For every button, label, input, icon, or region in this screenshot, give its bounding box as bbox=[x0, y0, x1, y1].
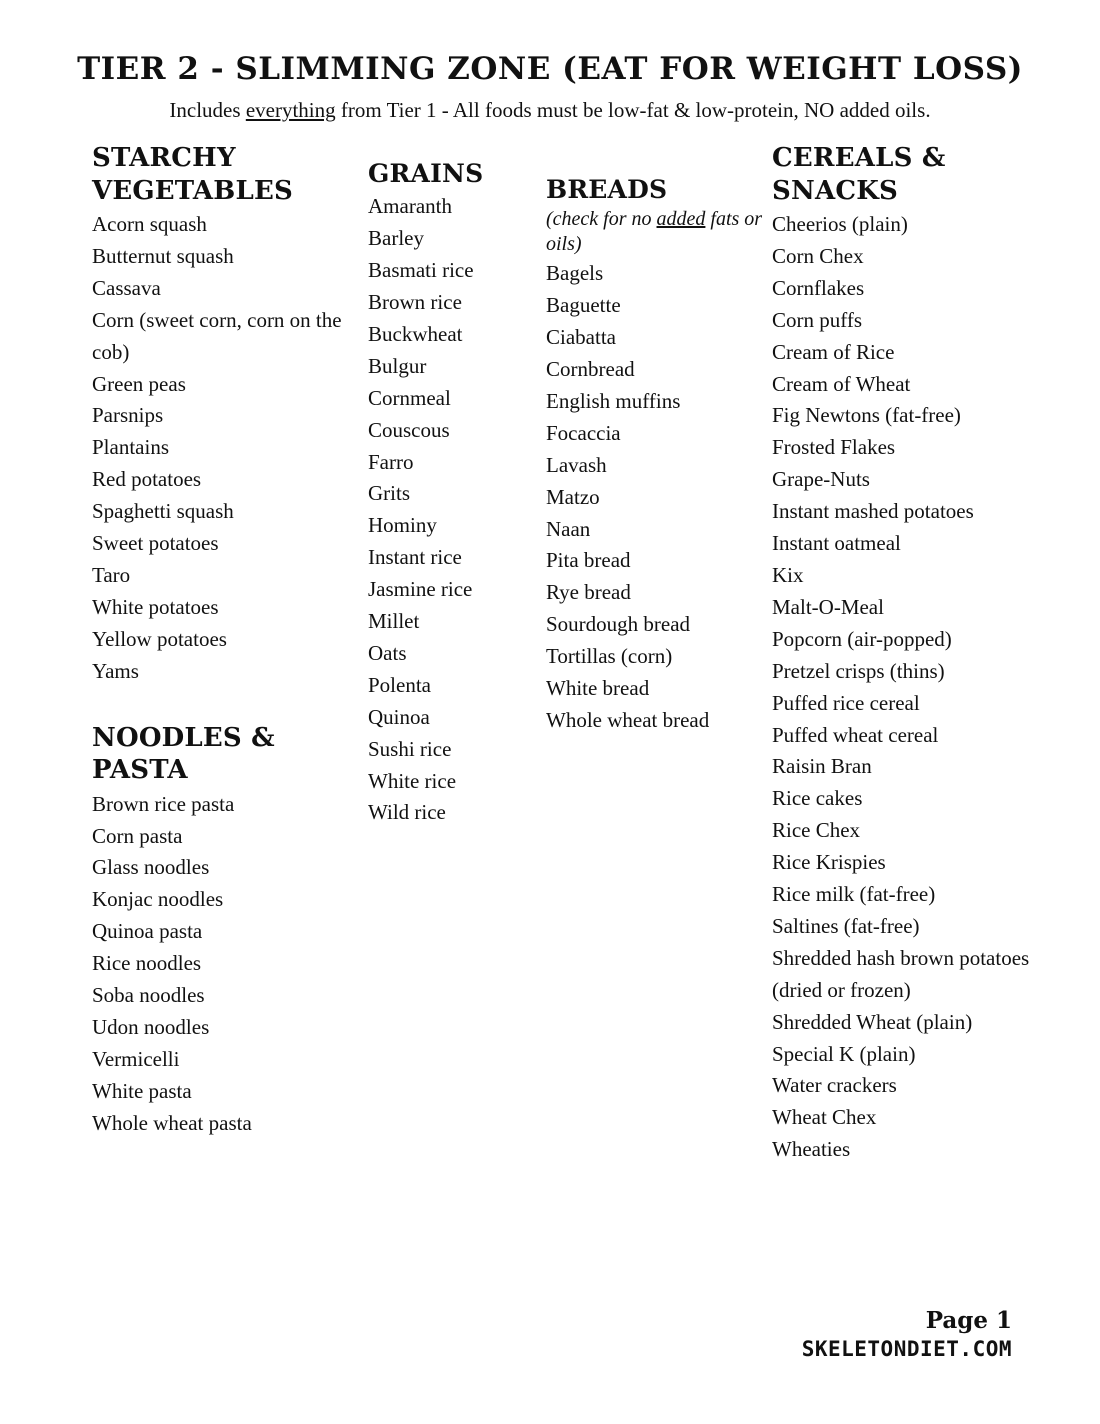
section-breads bbox=[546, 174, 772, 737]
list-item: Malt-O-Meal bbox=[772, 594, 884, 619]
list-item: Grits bbox=[368, 481, 410, 506]
list-item: Farro bbox=[368, 449, 414, 474]
list-item: Glass noodles bbox=[92, 855, 210, 880]
list-item: Corn Chex bbox=[772, 243, 864, 268]
list-item: Wild rice bbox=[368, 800, 446, 825]
list-item: Rice cakes bbox=[772, 786, 863, 811]
list-item: Oats bbox=[368, 640, 407, 665]
section-heading-noodles-pasta: NOODLES & PASTA bbox=[92, 722, 275, 786]
list-item: White rice bbox=[368, 768, 457, 793]
list-item: White pasta bbox=[92, 1078, 192, 1103]
list-item: Focaccia bbox=[546, 420, 621, 445]
list-item: Yellow potatoes bbox=[92, 626, 227, 651]
list-item: Wheat Chex bbox=[772, 1105, 877, 1130]
breads-note-after: fats or oils) bbox=[546, 208, 763, 256]
list-item: Buckwheat bbox=[368, 321, 463, 346]
list-item: Instant mashed potatoes bbox=[772, 499, 974, 524]
list-item: Frosted Flakes bbox=[772, 435, 896, 460]
list-item: Quinoa pasta bbox=[92, 919, 203, 944]
list-item: Vermicelli bbox=[92, 1046, 180, 1071]
list-item: Fig Newtons (fat-free) bbox=[772, 403, 961, 428]
list-item: Naan bbox=[546, 516, 591, 541]
column-four bbox=[772, 142, 1058, 1166]
list-item: Corn pasta bbox=[92, 823, 183, 848]
list-item: Ciabatta bbox=[546, 325, 616, 350]
list-item: Matzo bbox=[546, 484, 600, 509]
list-starchy-vegetables bbox=[92, 209, 370, 688]
list-item: Sweet potatoes bbox=[92, 531, 219, 556]
list-item: Plantains bbox=[92, 435, 169, 460]
list-item: Cornmeal bbox=[368, 385, 451, 410]
list-item: English muffins bbox=[546, 388, 681, 413]
list-item: Cornflakes bbox=[772, 275, 865, 300]
column-two bbox=[368, 142, 550, 829]
list-item: Bulgur bbox=[368, 353, 427, 378]
list-item: Rye bread bbox=[546, 580, 631, 605]
list-item: Wheaties bbox=[772, 1137, 851, 1162]
list-item: Raisin Bran bbox=[772, 754, 872, 779]
list-item: Cream of Wheat bbox=[772, 371, 911, 396]
list-item: Whole wheat pasta bbox=[92, 1110, 252, 1135]
section-grains bbox=[368, 158, 550, 829]
page-number: Page 1 bbox=[925, 1307, 1012, 1335]
list-item: Hominy bbox=[368, 513, 437, 538]
list-item: Corn (sweet corn, corn on the cob) bbox=[92, 307, 342, 364]
list-item: Lavash bbox=[546, 452, 607, 477]
list-item: Water crackers bbox=[772, 1073, 897, 1098]
subtitle-emphasis: everything bbox=[245, 98, 336, 123]
list-item: White potatoes bbox=[92, 594, 219, 619]
list-item: Tortillas (corn) bbox=[546, 644, 673, 669]
list-item: Instant rice bbox=[368, 545, 462, 570]
section-spacer bbox=[92, 688, 370, 722]
list-item: Cornbread bbox=[546, 356, 635, 381]
list-grains bbox=[368, 191, 550, 829]
subtitle-text-after: from Tier 1 - All foods must be low-fat & low-protein, NO added oils. bbox=[335, 98, 931, 123]
section-cereals-snacks bbox=[772, 142, 1058, 1166]
list-item: Bagels bbox=[546, 261, 604, 286]
list-item: Popcorn (air-popped) bbox=[772, 626, 952, 651]
list-item: Corn puffs bbox=[772, 307, 863, 332]
list-item: Barley bbox=[368, 226, 424, 251]
list-item: Puffed wheat cereal bbox=[772, 722, 939, 747]
list-item: Puffed rice cereal bbox=[772, 690, 920, 715]
list-noodles-pasta bbox=[92, 789, 370, 1140]
list-item: Konjac noodles bbox=[92, 887, 224, 912]
list-item: Instant oatmeal bbox=[772, 531, 901, 556]
page-title: TIER 2 - SLIMMING ZONE (EAT FOR WEIGHT LOSS) bbox=[77, 51, 1023, 87]
list-item: Quinoa bbox=[368, 704, 430, 729]
section-heading-cereals-snacks: CEREALS & SNACKS bbox=[772, 143, 946, 206]
list-item: Shredded hash brown potatoes (dried or frozen) bbox=[772, 945, 1030, 1002]
page-footer bbox=[802, 1307, 1012, 1362]
list-item: Brown rice pasta bbox=[92, 791, 235, 816]
list-item: Red potatoes bbox=[92, 467, 202, 492]
list-item: Saltines (fat-free) bbox=[772, 913, 920, 938]
list-item: Shredded Wheat (plain) bbox=[772, 1009, 973, 1034]
list-item: Rice Chex bbox=[772, 818, 861, 843]
section-heading-grains: GRAINS bbox=[368, 159, 484, 188]
column-one bbox=[92, 142, 370, 1140]
page-subtitle bbox=[60, 98, 1040, 123]
list-item: Yams bbox=[92, 658, 139, 683]
list-item: Soba noodles bbox=[92, 983, 205, 1008]
list-item: White bread bbox=[546, 676, 650, 701]
section-heading-starchy-vegetables: STARCHY VEGETABLES bbox=[92, 143, 293, 206]
list-item: Jasmine rice bbox=[368, 577, 473, 602]
list-item: Baguette bbox=[546, 293, 621, 318]
list-item: Rice milk (fat-free) bbox=[772, 882, 936, 907]
breads-note-emphasis: added bbox=[656, 208, 706, 231]
breads-note bbox=[546, 207, 772, 257]
column-three bbox=[546, 142, 772, 737]
list-item: Basmati rice bbox=[368, 258, 474, 283]
section-noodles-pasta bbox=[92, 722, 370, 1140]
list-item: Green peas bbox=[92, 371, 186, 396]
list-item: Cheerios (plain) bbox=[772, 212, 908, 236]
list-item: Cassava bbox=[92, 275, 161, 300]
list-item: Taro bbox=[92, 562, 131, 587]
list-item: Sushi rice bbox=[368, 736, 452, 761]
list-item: Pita bread bbox=[546, 548, 631, 573]
list-item: Polenta bbox=[368, 672, 431, 697]
list-item: Acorn squash bbox=[92, 212, 207, 236]
list-item: Butternut squash bbox=[92, 243, 234, 268]
list-item: Special K (plain) bbox=[772, 1041, 916, 1066]
section-starchy-vegetables bbox=[92, 142, 370, 688]
breads-note-before: (check for no bbox=[546, 208, 657, 231]
list-item: Pretzel crisps (thins) bbox=[772, 658, 945, 683]
section-heading-breads: BREADS bbox=[546, 175, 668, 204]
list-item: Sourdough bread bbox=[546, 612, 691, 637]
subtitle-text-before: Includes bbox=[169, 98, 246, 123]
list-item: Brown rice bbox=[368, 289, 462, 314]
list-item: Rice Krispies bbox=[772, 850, 886, 875]
site-url: SKELETONDIET.COM bbox=[801, 1336, 1012, 1361]
list-cereals-snacks bbox=[772, 209, 1058, 1166]
list-item: Millet bbox=[368, 609, 420, 634]
list-item: Kix bbox=[772, 562, 804, 587]
list-item: Udon noodles bbox=[92, 1014, 210, 1039]
list-breads bbox=[546, 258, 772, 737]
list-item: Couscous bbox=[368, 417, 450, 442]
list-item: Whole wheat bread bbox=[546, 707, 710, 732]
list-item: Spaghetti squash bbox=[92, 499, 234, 524]
list-item: Parsnips bbox=[92, 403, 164, 428]
list-item: Cream of Rice bbox=[772, 339, 895, 364]
list-item: Amaranth bbox=[368, 194, 452, 219]
list-item: Rice noodles bbox=[92, 951, 202, 976]
list-item: Grape-Nuts bbox=[772, 467, 870, 492]
